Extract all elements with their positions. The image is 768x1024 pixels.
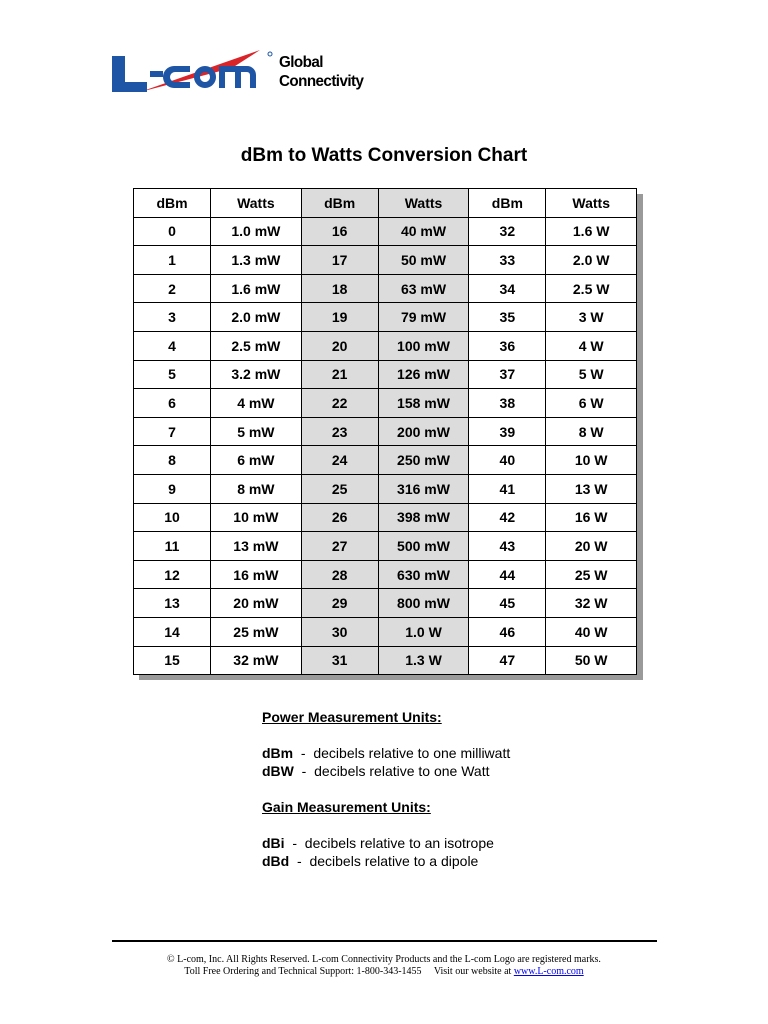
- header-watts: Watts: [211, 189, 302, 218]
- table-row: [134, 617, 637, 646]
- table-row: [134, 274, 637, 303]
- watts-cell: 1.3 W: [378, 646, 469, 675]
- dbm-cell: 32: [469, 217, 546, 246]
- dbm-cell: 5: [134, 360, 211, 389]
- watts-cell: 158 mW: [378, 389, 469, 418]
- watts-cell: 630 mW: [378, 560, 469, 589]
- watts-cell: 3 W: [546, 303, 637, 332]
- dbm-cell: 22: [301, 389, 378, 418]
- dbm-cell: 14: [134, 617, 211, 646]
- unit-description: decibels relative to one milliwatt: [313, 745, 511, 761]
- dbm-cell: 7: [134, 417, 211, 446]
- unit-term: dBW: [262, 763, 294, 779]
- header-dbm: dBm: [134, 189, 211, 218]
- unit-separator: -: [284, 835, 305, 851]
- dbm-cell: 46: [469, 617, 546, 646]
- table-row: [134, 532, 637, 561]
- website-link[interactable]: www.L-com.com: [513, 966, 584, 977]
- watts-cell: 1.0 mW: [211, 217, 302, 246]
- watts-cell: 8 W: [546, 417, 637, 446]
- watts-cell: 10 mW: [211, 503, 302, 532]
- table-header-row: [134, 189, 637, 218]
- dbm-cell: 4: [134, 331, 211, 360]
- watts-cell: 4 W: [546, 331, 637, 360]
- table-row: [134, 589, 637, 618]
- dbm-cell: 42: [469, 503, 546, 532]
- dbm-cell: 29: [301, 589, 378, 618]
- dbm-cell: 24: [301, 446, 378, 475]
- table-row: [134, 246, 637, 275]
- table-row: [134, 446, 637, 475]
- watts-cell: 5 mW: [211, 417, 302, 446]
- dbm-cell: 27: [301, 532, 378, 561]
- dbm-cell: 18: [301, 274, 378, 303]
- footer-copyright: © L-com, Inc. All Rights Reserved. L-com Connectivity Products and the L-com Logo are registered marks.: [167, 954, 601, 965]
- unit-separator: -: [293, 745, 314, 761]
- unit-definition: [262, 834, 510, 852]
- header-watts: Watts: [378, 189, 469, 218]
- watts-cell: 2.0 mW: [211, 303, 302, 332]
- tagline-global: Global: [279, 54, 323, 71]
- footer-support-text: Toll Free Ordering and Technical Support: 1-800-343-1455 Visit our website at: [184, 966, 514, 977]
- header-watts: Watts: [546, 189, 637, 218]
- watts-cell: 3.2 mW: [211, 360, 302, 389]
- power-units-heading: Power Measurement Units:: [262, 709, 442, 725]
- watts-cell: 2.0 W: [546, 246, 637, 275]
- dbm-cell: 8: [134, 446, 211, 475]
- header-dbm: dBm: [301, 189, 378, 218]
- dbm-cell: 25: [301, 474, 378, 503]
- watts-cell: 1.0 W: [378, 617, 469, 646]
- watts-cell: 1.6 W: [546, 217, 637, 246]
- dbm-cell: 30: [301, 617, 378, 646]
- dbm-cell: 11: [134, 532, 211, 561]
- units-section: [262, 708, 510, 870]
- unit-term: dBi: [262, 835, 285, 851]
- watts-cell: 398 mW: [378, 503, 469, 532]
- dbm-cell: 17: [301, 246, 378, 275]
- dbm-cell: 37: [469, 360, 546, 389]
- dbm-cell: 15: [134, 646, 211, 675]
- unit-separator: -: [289, 853, 310, 869]
- watts-cell: 2.5 mW: [211, 331, 302, 360]
- dbm-cell: 34: [469, 274, 546, 303]
- dbm-cell: 12: [134, 560, 211, 589]
- table-row: [134, 360, 637, 389]
- dbm-cell: 41: [469, 474, 546, 503]
- dbm-cell: 9: [134, 474, 211, 503]
- table-row: [134, 646, 637, 675]
- unit-definition: [262, 852, 510, 870]
- conversion-table: [133, 188, 637, 675]
- watts-cell: 50 W: [546, 646, 637, 675]
- watts-cell: 50 mW: [378, 246, 469, 275]
- dbm-cell: 19: [301, 303, 378, 332]
- dbm-cell: 10: [134, 503, 211, 532]
- dbm-cell: 23: [301, 417, 378, 446]
- watts-cell: 25 mW: [211, 617, 302, 646]
- table-row: [134, 560, 637, 589]
- table-row: [134, 217, 637, 246]
- watts-cell: 500 mW: [378, 532, 469, 561]
- dbm-cell: 3: [134, 303, 211, 332]
- dbm-cell: 16: [301, 217, 378, 246]
- watts-cell: 25 W: [546, 560, 637, 589]
- page-title: dBm to Watts Conversion Chart: [240, 145, 528, 166]
- watts-cell: 8 mW: [211, 474, 302, 503]
- dbm-cell: 45: [469, 589, 546, 618]
- unit-term: dBm: [262, 745, 294, 761]
- unit-description: decibels relative to an isotrope: [304, 835, 494, 851]
- watts-cell: 13 W: [546, 474, 637, 503]
- gain-units-heading: Gain Measurement Units:: [262, 799, 431, 815]
- watts-cell: 200 mW: [378, 417, 469, 446]
- watts-cell: 5 W: [546, 360, 637, 389]
- dbm-cell: 44: [469, 560, 546, 589]
- watts-cell: 40 mW: [378, 217, 469, 246]
- unit-term: dBd: [262, 853, 290, 869]
- header-dbm: dBm: [469, 189, 546, 218]
- watts-cell: 10 W: [546, 446, 637, 475]
- watts-cell: 40 W: [546, 617, 637, 646]
- dbm-cell: 38: [469, 389, 546, 418]
- unit-definition: [262, 762, 510, 780]
- footer-divider: [112, 940, 657, 942]
- tagline-connectivity: Connectivity: [279, 73, 364, 90]
- watts-cell: 13 mW: [211, 532, 302, 561]
- watts-cell: 32 mW: [211, 646, 302, 675]
- dbm-cell: 21: [301, 360, 378, 389]
- table-row: [134, 417, 637, 446]
- watts-cell: 316 mW: [378, 474, 469, 503]
- watts-cell: 20 W: [546, 532, 637, 561]
- watts-cell: 79 mW: [378, 303, 469, 332]
- table-row: [134, 331, 637, 360]
- dbm-cell: 0: [134, 217, 211, 246]
- dbm-cell: 43: [469, 532, 546, 561]
- dbm-cell: 2: [134, 274, 211, 303]
- watts-cell: 4 mW: [211, 389, 302, 418]
- unit-description: decibels relative to one Watt: [314, 763, 490, 779]
- watts-cell: 800 mW: [378, 589, 469, 618]
- l-com-logo-mark: [110, 44, 280, 100]
- footer-support-line: [0, 966, 768, 978]
- dbm-cell: 26: [301, 503, 378, 532]
- watts-cell: 16 W: [546, 503, 637, 532]
- unit-description: decibels relative to a dipole: [309, 853, 479, 869]
- conversion-table-wrapper: [133, 188, 637, 674]
- dbm-cell: 28: [301, 560, 378, 589]
- unit-definition: [262, 744, 510, 762]
- footer: [0, 954, 768, 978]
- watts-cell: 1.6 mW: [211, 274, 302, 303]
- dbm-cell: 47: [469, 646, 546, 675]
- dbm-cell: 36: [469, 331, 546, 360]
- watts-cell: 1.3 mW: [211, 246, 302, 275]
- dbm-cell: 13: [134, 589, 211, 618]
- watts-cell: 100 mW: [378, 331, 469, 360]
- dbm-cell: 6: [134, 389, 211, 418]
- table-row: [134, 503, 637, 532]
- watts-cell: 6 mW: [211, 446, 302, 475]
- logo-tagline: [279, 53, 363, 91]
- watts-cell: 126 mW: [378, 360, 469, 389]
- watts-cell: 63 mW: [378, 274, 469, 303]
- dbm-cell: 35: [469, 303, 546, 332]
- dbm-cell: 31: [301, 646, 378, 675]
- watts-cell: 2.5 W: [546, 274, 637, 303]
- dbm-cell: 20: [301, 331, 378, 360]
- dbm-cell: 40: [469, 446, 546, 475]
- dbm-cell: 33: [469, 246, 546, 275]
- table-row: [134, 474, 637, 503]
- dbm-cell: 1: [134, 246, 211, 275]
- unit-separator: -: [293, 763, 315, 779]
- table-row: [134, 389, 637, 418]
- watts-cell: 250 mW: [378, 446, 469, 475]
- table-row: [134, 303, 637, 332]
- watts-cell: 32 W: [546, 589, 637, 618]
- dbm-cell: 39: [469, 417, 546, 446]
- watts-cell: 6 W: [546, 389, 637, 418]
- watts-cell: 20 mW: [211, 589, 302, 618]
- watts-cell: 16 mW: [211, 560, 302, 589]
